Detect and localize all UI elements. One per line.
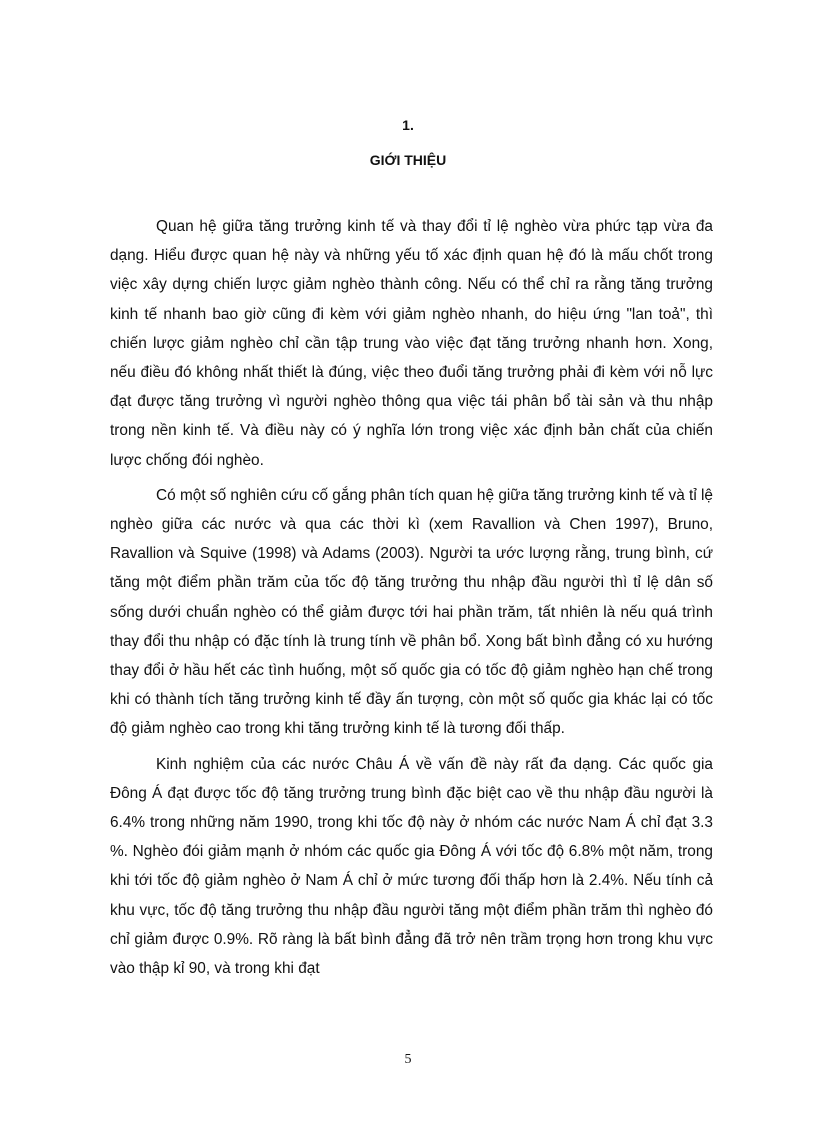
paragraph-3: Kinh nghiệm của các nước Châu Á về vấn đề này rất đa dạng. Các quốc gia Đông Á đạt được tốc độ tăng trưởng trung bình đặc biệt cao về thu nhập đầu người là 6.4% trong những năm 1990, trong khi tốc độ này ở nhóm các nước Nam Á chỉ đạt 3.3 %. Nghèo đói giảm mạnh ở nhóm các quốc gia Đông Á với tốc độ 6.8% một năm, trong khi tới tốc độ giảm nghèo ở Nam Á chỉ ở mức tương đối thấp hơn là 2.4%. Nếu tính cả khu vực, tốc độ tăng trưởng thu nhập đầu người tăng một điểm phần trăm thì nghèo đó chỉ giảm được 0.9%. Rõ ràng là bất bình đẳng đã trở nên trầm trọng hơn trong khu vực vào thập kỉ 90, và trong khi đạt bbox=[110, 755, 713, 978]
paragraph-2: Có một số nghiên cứu cố gắng phân tích quan hệ giữa tăng trưởng kinh tế và tỉ lệ nghèo giữa các nước và qua các thời kì (xem Ravallion và Chen 1997), Bruno, Ravallion và Squive (1998) và Adams (2003). Người ta ước lượng rằng, trung bình, cứ tăng một điểm phần trăm của tốc độ tăng trưởng thu nhập đầu người thì tỉ lệ dân số sống dưới chuẩn nghèo có thể giảm được tới hai phần trăm, tất nhiên là nếu quá trình thay đổi thu nhập có đặc tính là trung tính về phân bổ. Xong bất bình đẳng có xu hướng thay đổi ở hầu hết các tình huống, một số quốc gia có tốc độ giảm nghèo hạn chế trong khi có thành tích tăng trưởng kinh tế đầy ấn tượng, còn một số quốc gia khác lại có tốc độ giảm nghèo cao trong khi tăng trưởng kinh tế là tương đối thấp. bbox=[110, 486, 713, 738]
paragraph-1: Quan hệ giữa tăng trưởng kinh tế và thay đổi tỉ lệ nghèo vừa phức tạp vừa đa dạng. Hiểu được quan hệ này và những yếu tố xác định quan hệ đó là mấu chốt trong việc xây dựng chiến lược giảm nghèo thành công. Nếu có thể chỉ ra rằng tăng trưởng kinh tế nhanh bao giờ cũng đi kèm với giảm nghèo nhanh, do hiệu ứng "lan toả", thì chiến lược giảm nghèo chỉ cần tập trung vào việc đạt tăng trưởng nhanh hơn. Xong, nếu điều đó không nhất thiết là đúng, việc theo đuổi tăng trưởng phải đi kèm với nỗ lực đạt được tăng trưởng vì người nghèo thông qua việc tái phân bổ tài sản và thu nhập trong nền kinh tế. Và điều này có ý nghĩa lớn trong việc xác định bản chất của chiến lược chống đói nghèo. bbox=[110, 218, 713, 469]
section-number: 1. bbox=[402, 117, 414, 133]
section-title: GIỚI THIỆU bbox=[369, 152, 447, 168]
page-number: 5 bbox=[404, 1052, 412, 1067]
body-text bbox=[110, 212, 713, 989]
